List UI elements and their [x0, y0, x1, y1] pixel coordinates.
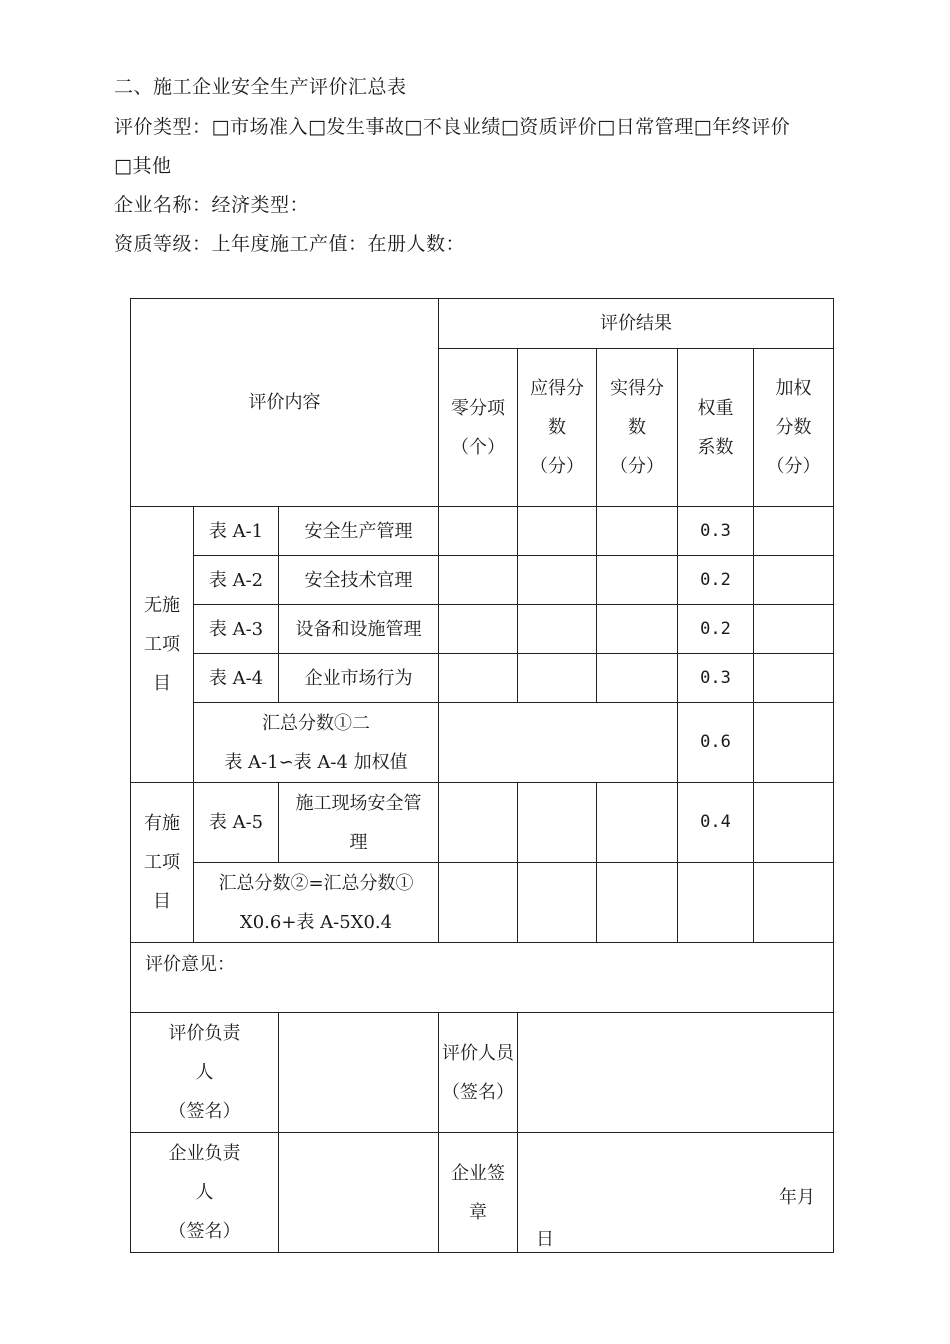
- result-header: 评价结果: [439, 299, 834, 349]
- row-weight: 0.4: [678, 783, 754, 863]
- company-sign-row: [131, 1133, 834, 1253]
- table-row: [131, 654, 834, 703]
- row-weight: 0.2: [678, 556, 754, 605]
- row-name: 安全技术官理: [279, 556, 439, 605]
- section-title: 二、施工企业安全生产评价汇总表: [114, 76, 407, 98]
- summary2-label: 汇总分数②=汇总分数① X0.6+表 A-5X0.4: [194, 863, 439, 943]
- evaluation-summary-table: [130, 298, 834, 1253]
- col-weighted-score: 加权 分数 （分）: [754, 349, 834, 507]
- content-header: 评价内容: [131, 299, 439, 507]
- row-code: 表 A-2: [194, 556, 279, 605]
- summary-row-2: [131, 863, 834, 943]
- evaluation-type-line: 评价类型：□市场准入□发生事故□不良业绩□资质评价□日常管理□年终评价: [114, 116, 791, 138]
- row-code: 表 A-1: [194, 507, 279, 556]
- group-no-project: 无施 工项 目: [131, 507, 194, 783]
- company-name-line: 企业名称：经济类型：: [114, 194, 310, 216]
- summary-row-1: [131, 703, 834, 783]
- row-name: 设备和设施管理: [279, 605, 439, 654]
- evaluator-sign-row: [131, 1013, 834, 1133]
- date-day: 日: [536, 1229, 554, 1250]
- row-name: 企业市场行为: [279, 654, 439, 703]
- date-year-month: 年月: [779, 1187, 816, 1208]
- row-weight: 0.3: [678, 654, 754, 703]
- row-code: 表 A-4: [194, 654, 279, 703]
- qualification-line: 资质等级：上年度施工产值：在册人数：: [114, 233, 466, 255]
- summary1-label: 汇总分数①二 表 A-1∽表 A-4 加权值: [194, 703, 439, 783]
- table-row: [131, 605, 834, 654]
- group-with-project: 有施 工项 目: [131, 783, 194, 943]
- evaluation-type-other: □其他: [114, 155, 172, 177]
- company-leader-sign-area: [279, 1133, 439, 1253]
- row-weight: 0.2: [678, 605, 754, 654]
- opinion-field: 评价意见：: [131, 943, 834, 1013]
- company-seal-area: [518, 1133, 834, 1253]
- row-weight: 0.3: [678, 507, 754, 556]
- evaluator-label: 评价人员 （签名）: [439, 1013, 518, 1133]
- row-name: 安全生产管理: [279, 507, 439, 556]
- row-code: 表 A-5: [194, 783, 279, 863]
- table-row: [131, 507, 834, 556]
- table-row: [131, 783, 834, 863]
- row-name: 施工现场安全管 理: [279, 783, 439, 863]
- row-code: 表 A-3: [194, 605, 279, 654]
- evaluator-sign-area: [518, 1013, 834, 1133]
- table-row: [131, 556, 834, 605]
- col-weight: 权重 系数: [678, 349, 754, 507]
- eval-leader-label: 评价负责 人 （签名）: [131, 1013, 279, 1133]
- col-zero-items: 零分项 （个）: [439, 349, 518, 507]
- company-leader-label: 企业负责 人 （签名）: [131, 1133, 279, 1253]
- summary1-weight: 0.6: [678, 703, 754, 783]
- col-actual-score: 实得分 数 （分）: [597, 349, 678, 507]
- eval-leader-sign-area: [279, 1013, 439, 1133]
- col-due-score: 应得分 数 （分）: [518, 349, 597, 507]
- company-seal-label: 企业签 章: [439, 1133, 518, 1253]
